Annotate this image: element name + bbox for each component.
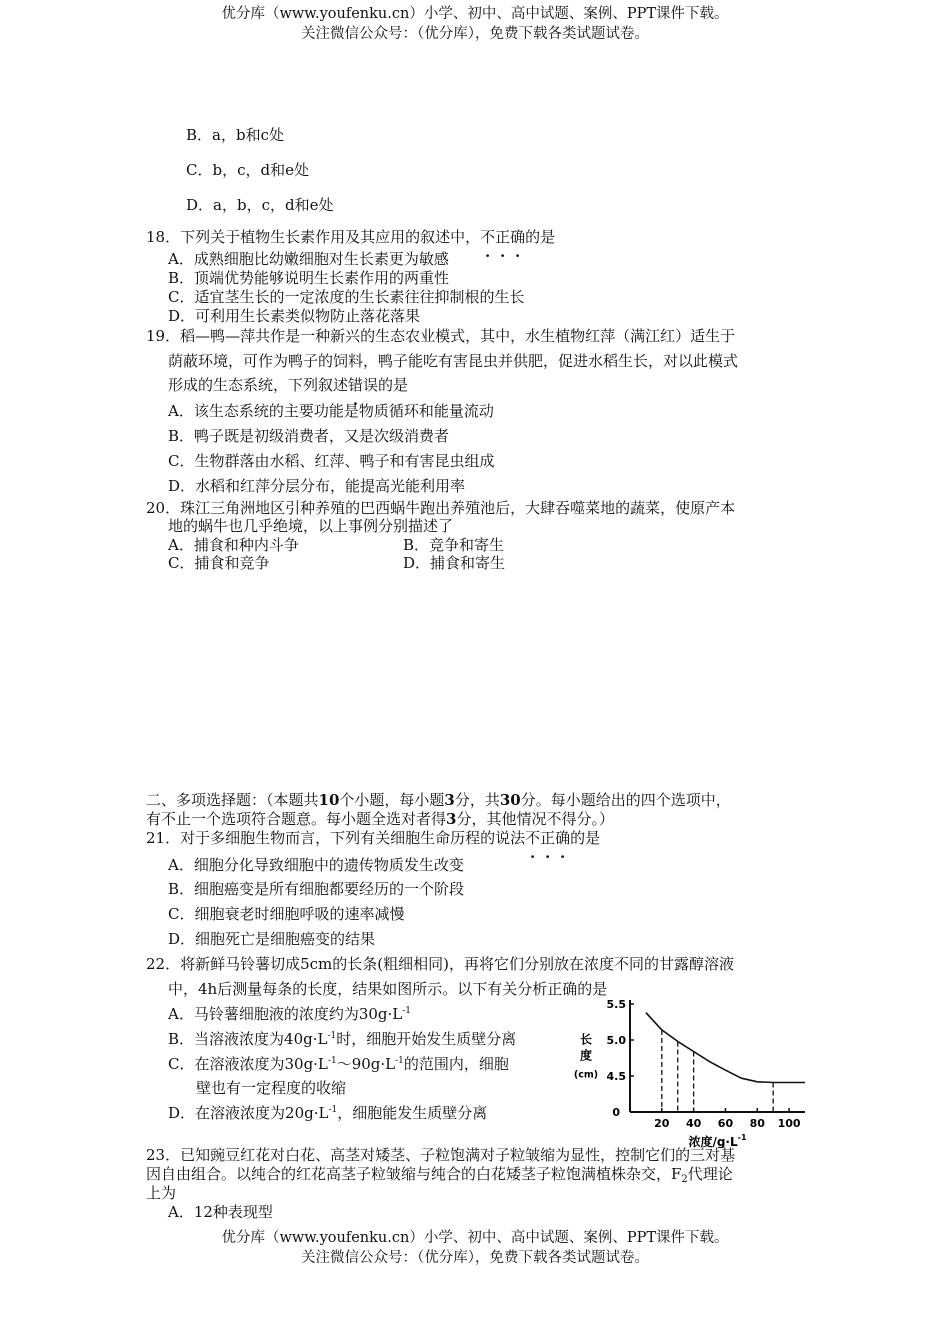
x-tick-label: 100	[777, 1117, 801, 1130]
chart-labels	[574, 998, 801, 1148]
q18-option-c: C．适宜茎生长的一定浓度的生长素往往抑制根的生长	[168, 288, 525, 306]
q20-option-a: A．捕食和种内斗争	[168, 536, 299, 554]
q19-option-c: C．生物群落由水稻、红萍、鸭子和有害昆虫组成	[168, 452, 495, 470]
q19-option-b: B．鸭子既是初级消费者，又是次级消费者	[168, 427, 450, 445]
q18-stem: 18．下列关于植物生长素作用及其应用的叙述中，不正确的是	[146, 228, 556, 246]
q19-stem-line-1: 19．稻—鸭—萍共作是一种新兴的生态农业模式，其中，水生植物红萍（满江红）适生于	[146, 327, 736, 345]
q20-option-c: C．捕食和竞争	[168, 554, 270, 572]
y-tick-label: 5.0	[606, 1034, 626, 1047]
q22-stem-line-2: 中，4h后测量每条的长度，结果如图所示。以下有关分析正确的是	[168, 980, 608, 998]
y-axis-label-char: 长	[579, 1032, 593, 1047]
y-axis-label-char: 度	[579, 1048, 593, 1063]
q17-option-d: D．a，b，c，d和e处	[186, 196, 334, 214]
q22-option-c: C．在溶液浓度为$30g\cdot L^{-1}\sim 90g\cdot L^{-1}$的范围内，细胞	[168, 1055, 509, 1073]
q23-stem-line-3: 上为	[146, 1184, 177, 1202]
page-header-line-1: 优分库（www.youfenku.cn）小学、初中、高中试题、案例、PPT课件下载。	[221, 6, 729, 22]
q22-option-a: A．马铃薯细胞液的浓度约为$30g\cdot L^{-1}$	[168, 1005, 412, 1023]
q22-stem-line-1: 22．将新鲜马铃薯切成5cm的长条(粗细相同)，再将它们分别放在浓度不同的甘露醇溶液	[146, 955, 734, 973]
x-axis-label-exponent: -1	[737, 1133, 747, 1142]
page-footer-line-2: 关注微信公众号：（优分库），免费下载各类试题试卷。	[301, 1250, 649, 1266]
q22-option-b: B．当溶液浓度为$40g\cdot L^{-1}$时，细胞开始发生质壁分离	[168, 1030, 517, 1048]
q23-stem-line-2: 因自由组合。以纯合的红花高茎子粒皱缩与纯合的白花矮茎子粒饱满植株杂交，$F_2$代理论	[146, 1165, 733, 1185]
x-tick-label: 20	[654, 1117, 670, 1130]
y-tick-label: 5.5	[606, 998, 626, 1011]
q22-option-d: D．在溶液浓度为$20g\cdot L^{-1}$，细胞能发生质壁分离	[168, 1104, 488, 1122]
chart-marks	[646, 1013, 805, 1112]
q17-option-c: C．b，c，d和e处	[186, 161, 309, 179]
q17-option-b: B．a，b和c处	[186, 126, 284, 144]
q21-stem: 21．对于多细胞生物而言，下列有关细胞生命历程的说法不正确的是	[146, 829, 601, 847]
x-tick-label: 40	[685, 1117, 702, 1130]
q21-option-c: C．细胞衰老时细胞呼吸的速率减慢	[168, 905, 405, 923]
x-axis-label: 浓度$/g\cdot L^{-1}$	[688, 1133, 747, 1148]
q20-stem-line-1: 20．珠江三角洲地区引种养殖的巴西蜗牛跑出养殖池后，大肆吞噬菜地的蔬菜，使原产本	[146, 499, 736, 517]
page-header-line-2: 关注微信公众号：（优分库），免费下载各类试题试卷。	[301, 26, 649, 42]
q20-stem-line-2: 地的蜗牛也几乎绝境，以上事例分别描述了	[168, 517, 454, 535]
q21-option-b: B．细胞癌变是所有细胞都要经历的一个阶段	[168, 880, 465, 898]
q19-stem-line-2: 荫蔽环境，可作为鸭子的饲料，鸭子能吃有害昆虫并供肥，促进水稻生长，对以此模式	[168, 352, 739, 370]
y-tick-label: 4.5	[606, 1070, 626, 1083]
q18-option-b: B．顶端优势能够说明生长素作用的两重性	[168, 269, 450, 287]
q19-option-a: A．该生态系统的主要功能是物质循环和能量流动	[168, 402, 494, 420]
page-footer-line-1: 优分库（www.youfenku.cn）小学、初中、高中试题、案例、PPT课件下载。	[221, 1230, 729, 1246]
q21-option-a: A．细胞分化导致细胞中的遗传物质发生改变	[168, 856, 464, 874]
x-tick-label: 60	[717, 1117, 734, 1130]
q22-option-c-line-2: 壁也有一定程度的收缩	[196, 1079, 347, 1097]
length-curve	[646, 1013, 805, 1083]
q19-stem-line-3: 形成的生态系统，下列叙述错误的是	[168, 376, 409, 394]
q18-option-a: A．成熟细胞比幼嫩细胞对生长素更为敏感	[168, 250, 449, 268]
section-2-instructions-line-1: 二、多项选择题：（本题共10个小题，每小题3分，共30分。每小题给出的四个选项中，	[146, 791, 731, 809]
y-axis-unit: (cm)	[573, 1069, 599, 1081]
q18-option-d: D．可利用生长素类似物防止落花落果	[168, 307, 421, 325]
q21-option-d: D．细胞死亡是细胞癌变的结果	[168, 930, 376, 948]
section-2-instructions-line-2: 有不止一个选项符合题意。每小题全选对者得3分，其他情况不得分。）	[146, 810, 614, 828]
q22-length-concentration-chart	[570, 990, 820, 1148]
q20-option-d: D．捕食和寄生	[403, 554, 506, 572]
q19-option-d: D．水稻和红萍分层分布，能提高光能利用率	[168, 477, 466, 495]
q23-stem-line-1: 23．已知豌豆红花对白花、高茎对矮茎、子粒饱满对子粒皱缩为显性，控制它们的三对基	[146, 1146, 736, 1164]
q20-option-b: B．竞争和寄生	[403, 536, 505, 554]
x-tick-label: 80	[749, 1117, 765, 1130]
q23-option-a: A．12种表现型	[168, 1203, 273, 1221]
chart-axes	[630, 1000, 805, 1112]
origin-label: 0	[612, 1106, 620, 1119]
